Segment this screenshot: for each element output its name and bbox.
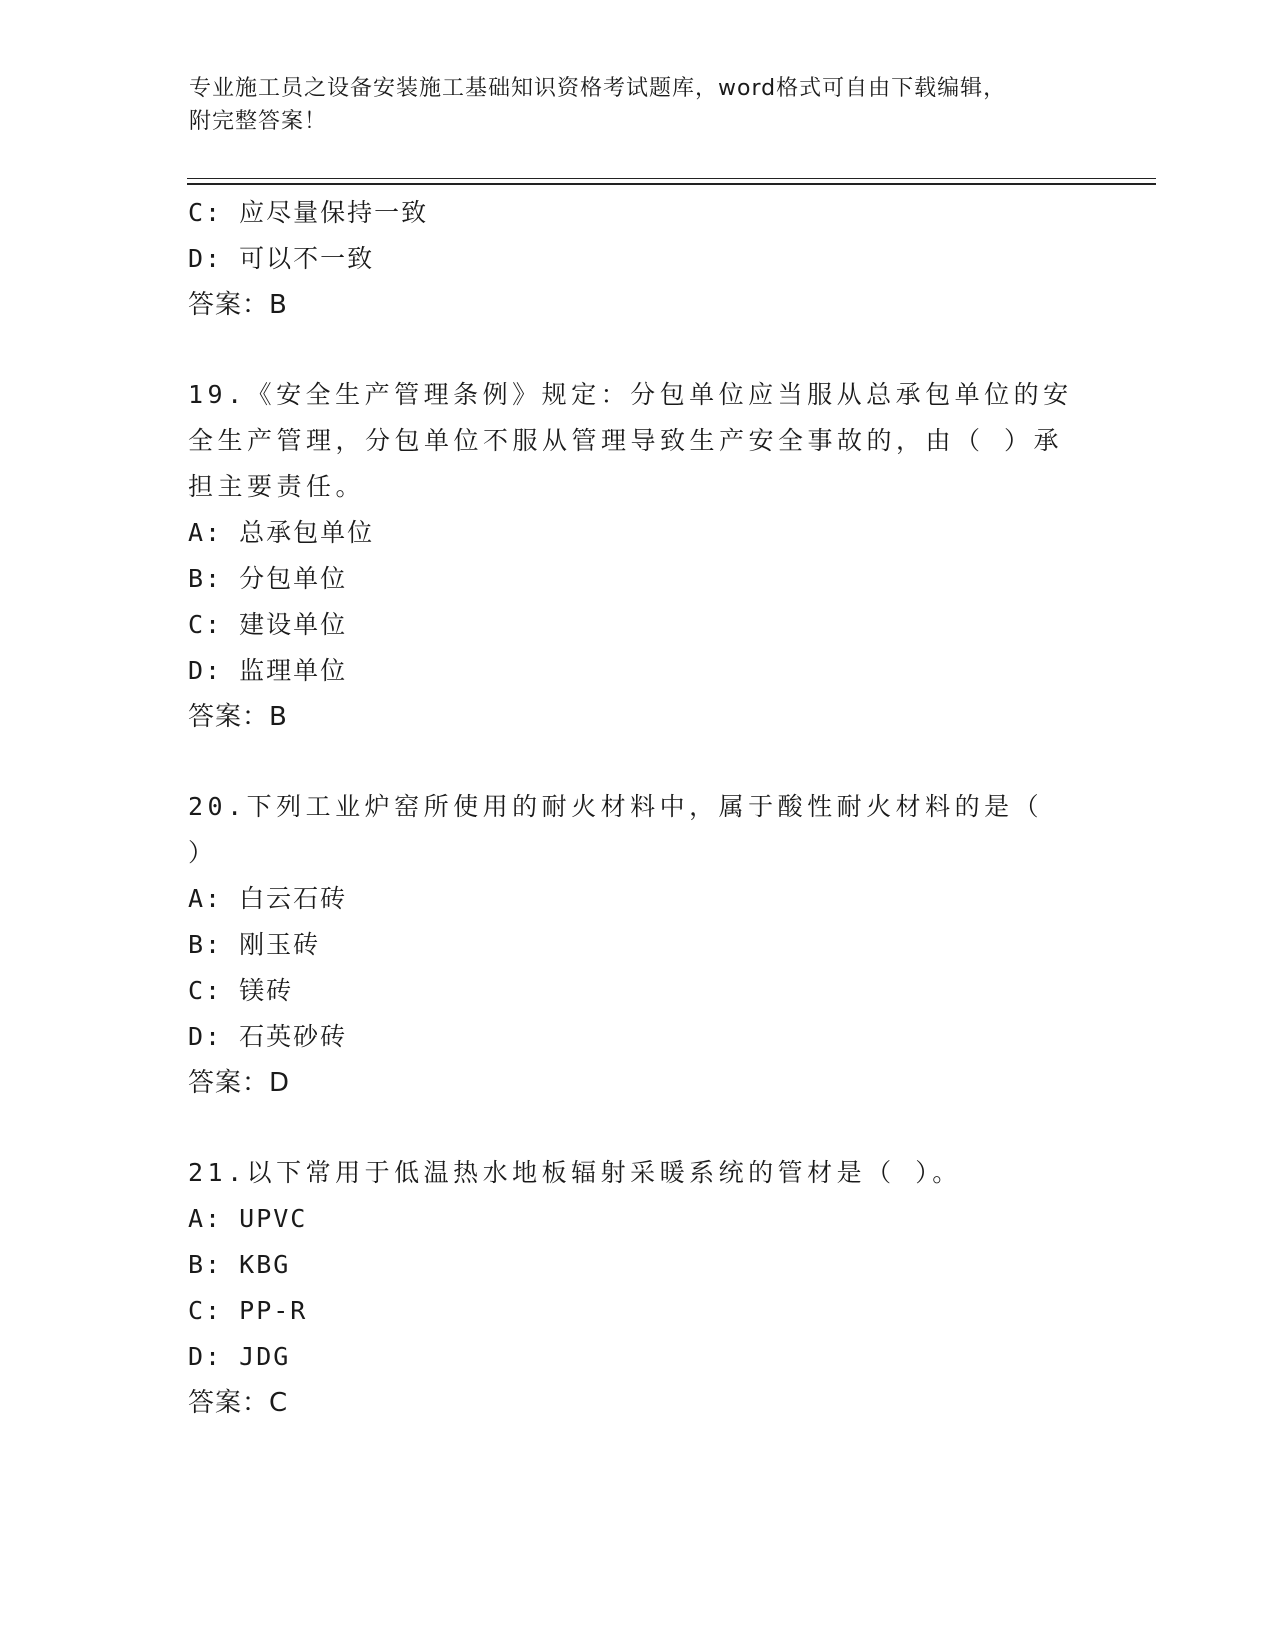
option-b: B: 分包单位 <box>188 564 348 593</box>
option-d: D: 监理单位 <box>188 656 348 685</box>
option-d: D: JDG <box>188 1342 291 1371</box>
option-c: C: 镁砖 <box>188 976 294 1005</box>
question-spacer <box>188 1106 1088 1150</box>
question-19 <box>188 372 1088 740</box>
option-d: D: 石英砂砖 <box>188 1022 348 1051</box>
header-title-line-1: 专业施工员之设备安装施工基础知识资格考试题库，word格式可自由下载编辑， <box>189 76 1007 101</box>
answer-label: 答案：B <box>188 702 288 732</box>
question-20 <box>188 784 1088 1106</box>
answer-label: 答案：C <box>188 1388 289 1418</box>
header-divider-top <box>187 178 1156 179</box>
option-a: A: 总承包单位 <box>188 518 375 547</box>
answer-label: 答案：D <box>188 1068 291 1098</box>
carryover-question <box>188 190 1088 328</box>
header-title-line-2: 附完整答案！ <box>189 109 328 134</box>
option-c: C: 应尽量保持一致 <box>188 198 429 227</box>
question-list <box>188 190 1088 1426</box>
question-spacer <box>188 328 1088 372</box>
question-21 <box>188 1150 1088 1426</box>
option-b: B: KBG <box>188 1250 291 1279</box>
option-c: C: PP-R <box>188 1296 308 1325</box>
page-header <box>189 72 1069 138</box>
option-a: A: UPVC <box>188 1204 308 1233</box>
option-a: A: 白云石砖 <box>188 884 348 913</box>
answer-label: 答案：B <box>188 290 288 320</box>
option-b: B: 刚玉砖 <box>188 930 321 959</box>
question-stem: 19.《安全生产管理条例》规定：分包单位应当服从总承包单位的安全生产管理，分包单位不服从管理导致生产安全事故的，由（ ）承担主要责任。 <box>188 380 1073 501</box>
question-stem: 20.下列工业炉窑所使用的耐火材料中，属于酸性耐火材料的是（ ） <box>188 792 1044 867</box>
option-d: D: 可以不一致 <box>188 244 375 273</box>
header-divider-bottom <box>187 183 1156 185</box>
option-c: C: 建设单位 <box>188 610 348 639</box>
question-stem: 21.以下常用于低温热水地板辐射采暖系统的管材是（ ）。 <box>188 1158 962 1187</box>
question-spacer <box>188 740 1088 784</box>
